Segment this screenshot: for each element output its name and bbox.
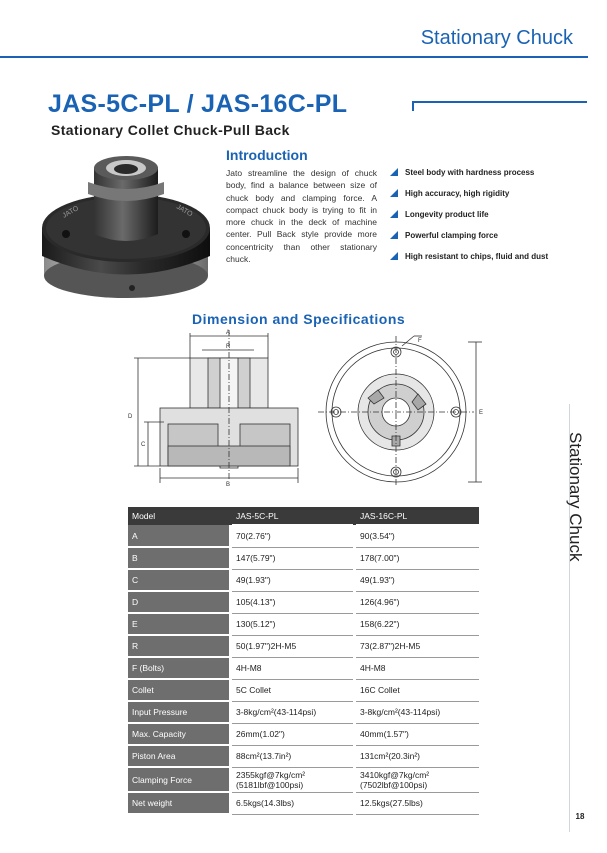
- side-view-drawing: [124, 328, 310, 488]
- triangle-bullet-icon: [390, 231, 398, 239]
- dim-label-c: C: [141, 442, 146, 448]
- dimension-title: Dimension and Specifications: [192, 311, 406, 327]
- product-subtitle: Stationary Collet Chuck-Pull Back: [51, 122, 290, 138]
- table-row: D 105(4.13") 126(4.96"): [128, 591, 479, 613]
- body-engraving: JATO: [175, 203, 194, 219]
- table-row: B 147(5.79") 178(7.00"): [128, 547, 479, 569]
- model-title: JAS-5C-PL / JAS-16C-PL: [48, 90, 348, 118]
- dim-label-e: E: [479, 410, 484, 416]
- feature-item: High accuracy, high rigidity: [390, 189, 570, 210]
- table-row: Input Pressure 3-8kg/cm²(43-114psi) 3-8kg/cm²(43-114psi): [128, 701, 479, 723]
- section-header-title: Stationary Chuck: [420, 27, 573, 49]
- side-tab-label: Stationary Chuck: [566, 432, 585, 562]
- body-engraving: JATO: [61, 205, 80, 220]
- header-divider: [0, 56, 588, 58]
- table-row: Net weight 6.5kgs(14.3lbs) 12.5kgs(27.5lbs): [128, 792, 479, 814]
- dim-label-d: D: [128, 414, 133, 420]
- top-view-drawing: [318, 332, 494, 488]
- feature-item: High resistant to chips, fluid and dust: [390, 252, 570, 273]
- intro-text: Jato streamline the design of chuck body, find a balance between size of chuck body and clamping force. A compact chuck body is trying to fit in more chuck in the deck of machine center. Pull Back style provide more concentricity than other stationary chuck.: [226, 168, 377, 265]
- title-divider-tick: [412, 101, 414, 111]
- triangle-bullet-icon: [390, 252, 398, 260]
- dim-label-a: A: [226, 330, 231, 336]
- table-header-cell: JAS-16C-PL: [356, 507, 479, 525]
- feature-item: Steel body with hardness process: [390, 168, 570, 189]
- table-row: Clamping Force 2355kgf@7kg/cm² (5181lbf@100psi) 3410kgf@7kg/cm² (7502lbf@100psi): [128, 767, 479, 792]
- title-divider: [412, 101, 587, 103]
- triangle-bullet-icon: [390, 189, 398, 197]
- dim-label-b: B: [226, 482, 231, 488]
- table-row: Piston Area 88cm²(13.7in²) 131cm²(20.3in²): [128, 745, 479, 767]
- table-row: F (Bolts) 4H-M8 4H-M8: [128, 657, 479, 679]
- specs-table: [128, 507, 479, 815]
- dim-label-f: F: [418, 338, 422, 344]
- triangle-bullet-icon: [390, 168, 398, 176]
- table-row: R 50(1.97")2H-M5 73(2.87")2H-M5: [128, 635, 479, 657]
- table-header-row: [128, 507, 479, 525]
- intro-title: Introduction: [226, 147, 308, 163]
- feature-item: Longevity product life: [390, 210, 570, 231]
- table-row: C 49(1.93") 49(1.93"): [128, 569, 479, 591]
- table-header-cell: JAS-5C-PL: [232, 507, 353, 525]
- feature-list: [390, 168, 570, 273]
- table-row: Max. Capacity 26mm(1.02") 40mm(1.57"): [128, 723, 479, 745]
- triangle-bullet-icon: [390, 210, 398, 218]
- table-header-cell: Model: [128, 507, 229, 525]
- dim-label-r: R: [226, 344, 231, 350]
- table-row: Collet 5C Collet 16C Collet: [128, 679, 479, 701]
- table-row: A 70(2.76") 90(3.54"): [128, 525, 479, 547]
- page-number: 18: [575, 812, 585, 821]
- feature-item: Powerful clamping force: [390, 231, 570, 252]
- product-photo: [36, 148, 216, 328]
- table-row: E 130(5.12") 158(6.22"): [128, 613, 479, 635]
